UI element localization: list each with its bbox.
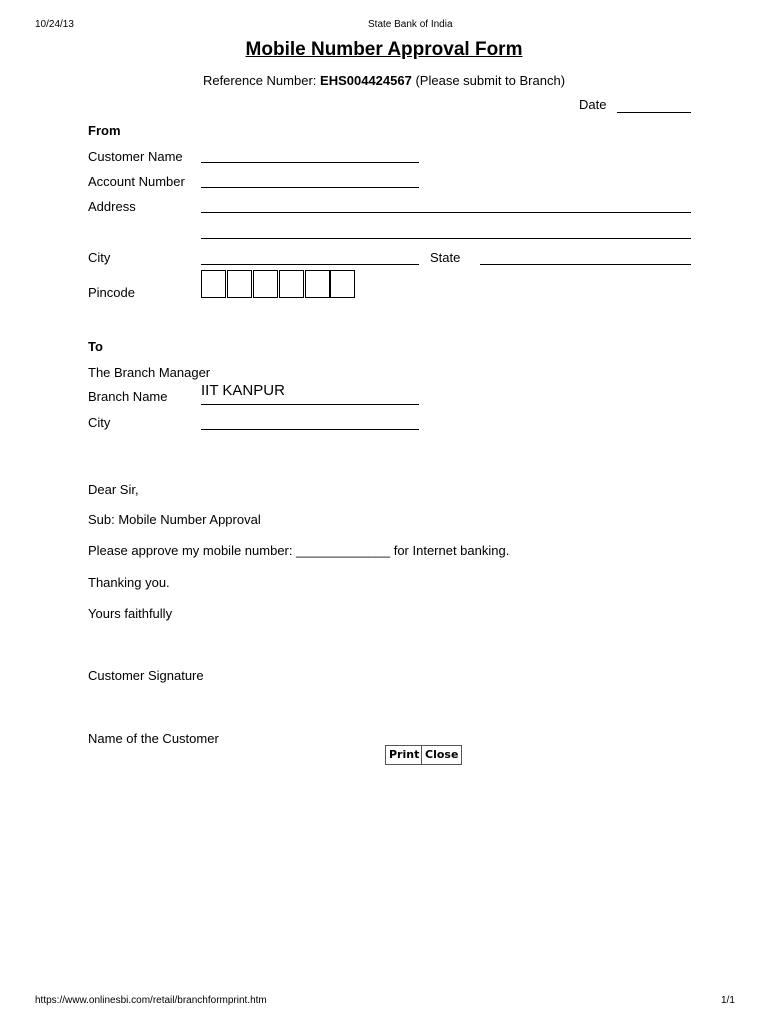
branch-name-value: IIT KANPUR (201, 382, 285, 399)
address-line-1 (201, 212, 691, 213)
thanks-text: Thanking you. (88, 575, 170, 590)
to-city-label: City (88, 415, 111, 430)
to-heading: To (88, 339, 103, 354)
close-button[interactable]: Close (421, 745, 462, 765)
to-city-line (201, 429, 419, 430)
date-label: Date (579, 97, 607, 112)
form-title: Mobile Number Approval Form (245, 39, 523, 60)
address-line-2 (201, 238, 691, 239)
print-url: https://www.onlinesbi.com/retail/branchformprint.htm (35, 995, 267, 1006)
pincode-box (279, 270, 304, 298)
reference-number: EHS004424567 (320, 73, 412, 88)
account-number-label: Account Number (88, 174, 185, 189)
pincode-label: Pincode (88, 285, 135, 300)
page-number: 1/1 (721, 995, 735, 1006)
print-date: 10/24/13 (35, 19, 74, 30)
signature-label: Customer Signature (88, 668, 204, 683)
recipient-text: The Branch Manager (88, 365, 211, 380)
address-label: Address (88, 199, 136, 214)
pincode-box (330, 270, 355, 298)
pincode-box (227, 270, 252, 298)
pincode-box (201, 270, 226, 298)
salutation: Dear Sir, (88, 482, 139, 497)
subject-line: Sub: Mobile Number Approval (88, 512, 261, 527)
branch-name-label: Branch Name (88, 389, 168, 404)
customer-name-footer-label: Name of the Customer (88, 731, 219, 746)
customer-name-label: Customer Name (88, 149, 183, 164)
branch-name-line (201, 404, 419, 405)
city-line (201, 264, 419, 265)
reference-label: Reference Number: (202, 73, 317, 88)
customer-name-line (201, 162, 419, 163)
city-label: City (88, 250, 111, 265)
account-number-line (201, 187, 419, 188)
reference-note: (Please submit to Branch) (415, 73, 566, 88)
body-text: Please approve my mobile number: _____________ for Internet banking. (88, 543, 510, 558)
state-label: State (430, 250, 461, 265)
closing-text: Yours faithfully (88, 606, 173, 621)
state-line (480, 264, 691, 265)
pincode-box (253, 270, 278, 298)
pincode-box (305, 270, 330, 298)
print-site-title: State Bank of India (368, 19, 453, 30)
print-button[interactable]: Print (385, 745, 423, 765)
reference-line (0, 73, 768, 88)
from-heading: From (88, 123, 121, 138)
date-field-line (617, 112, 691, 113)
